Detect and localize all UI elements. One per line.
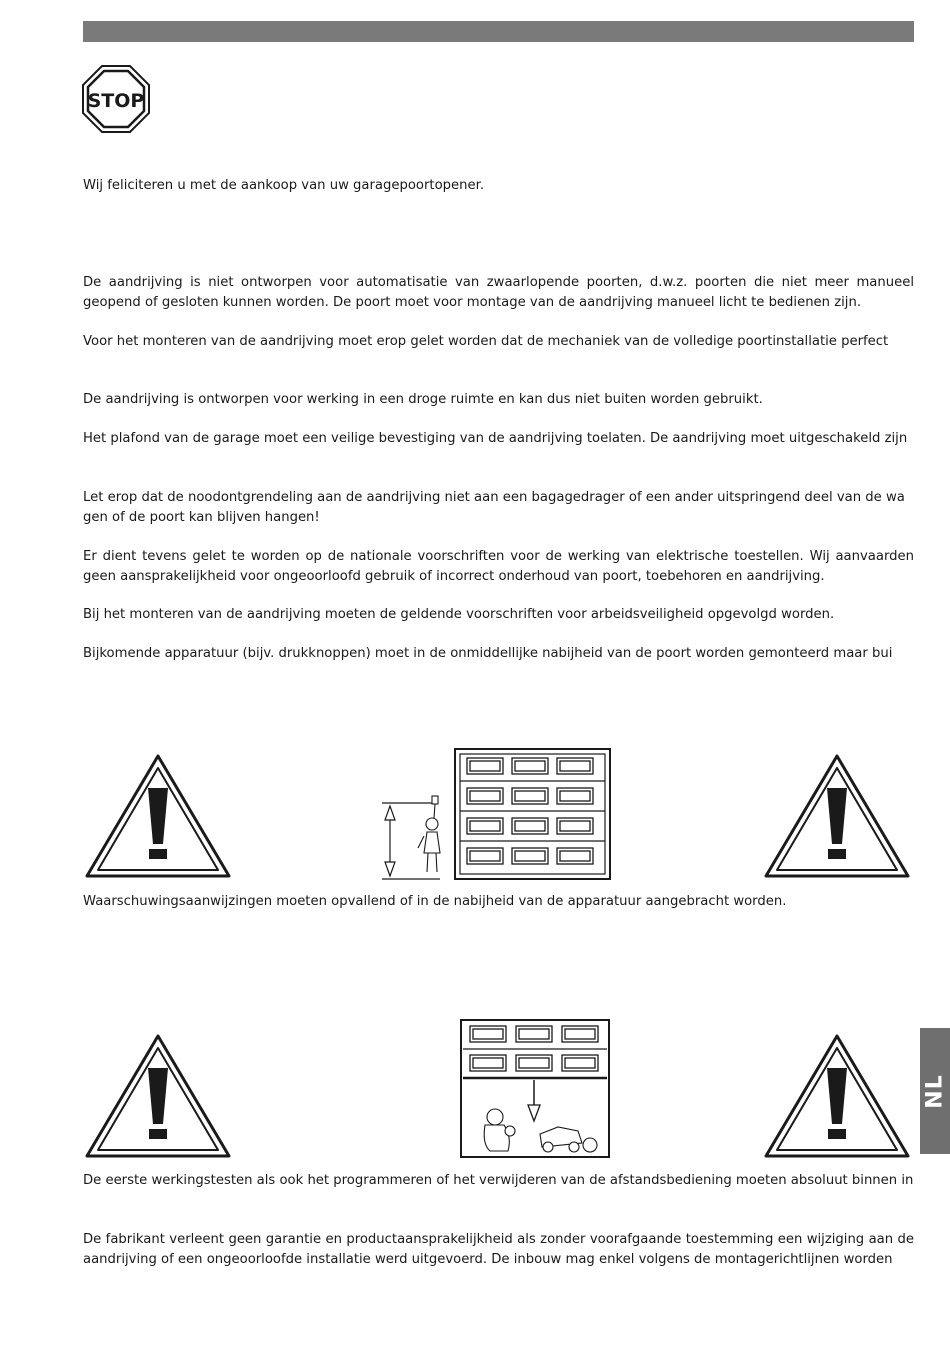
paragraph-first-tests: De eerste werkingstesten als ook het programmeren of het verwijderen van de afstandsbediening moeten absoluut binnen in (83, 1173, 914, 1188)
paragraph-congratulations: Wij feliciteren u met de aankoop van uw garagepoortopener. (83, 178, 485, 193)
paragraph-dry-room: De aandrijving is ontworpen voor werking in een droge ruimte en kan dus niet buiten worden gebruikt. (83, 392, 763, 407)
warning-triangle-icon (83, 1032, 233, 1160)
paragraph-warning-notices: Waarschuwingsaanwijzingen moeten opvallend of in de nabijheid van de apparatuur aangebracht worden. (83, 894, 787, 909)
door-height-figure (380, 748, 612, 882)
stop-sign-icon (82, 65, 150, 133)
language-tab-label: NL (922, 1073, 948, 1109)
warning-triangle-icon (762, 1032, 912, 1160)
header-bar (83, 21, 914, 42)
paragraph-ceiling: Het plafond van de garage moet een veilige bevestiging van de aandrijving toelaten. De aandrijving moet uitgeschakeld zijn (83, 431, 908, 446)
paragraph-work-safety: Bij het monteren van de aandrijving moeten de geldende voorschriften voor arbeidsveiligheid opgevolgd worden. (83, 607, 835, 622)
paragraph-additional-equipment: Bijkomende apparatuur (bijv. drukknoppen) moet in de onmiddellijke nabijheid van de poort worden gemonteerd maar bui (83, 646, 893, 661)
warning-triangle-icon (762, 752, 912, 880)
paragraph-warranty: De fabrikant verleent geen garantie en productaansprakelijkheid als zonder voorafgaande toestemming een wijziging aan de aandrijving of een ongeoorloofde installatie werd uitgevoerd. De inbouw mag enkel volgens de montagerichtlijnen worden (83, 1232, 914, 1267)
warning-triangle-icon (83, 752, 233, 880)
paragraph-regulations: Er dient tevens gelet te worden op de nationale voorschriften voor de werking van elektrische toestellen. Wij aanvaarden geen aansprakelijkheid voor ongeoorloofd gebruik of incorrect onderhoud van poort, toebehoren en aandrijving. (83, 549, 914, 584)
stop-sign-text: STOP (87, 90, 145, 112)
paragraph-heavy-doors: De aandrijving is niet ontworpen voor automatisatie van zwaarlopende poorten, d.w.z. poorten die niet meer manueel geopend of gesloten kunnen worden. De poort moet voor montage van de aandrijving manueel licht te bedienen zijn. (83, 275, 914, 310)
paragraph-mechanics: Voor het monteren van de aandrijving moet erop gelet worden dat de mechaniek van de volledige poortinstallatie perfect (83, 334, 889, 349)
closing-door-hazard-figure (460, 1019, 612, 1160)
paragraph-emergency-release: Let erop dat de noodontgrendeling aan de aandrijving niet aan een bagagedrager of een ander uitspringend deel van de wa gen of de poort kan blijven hangen! (83, 490, 905, 525)
language-tab (920, 1028, 950, 1154)
